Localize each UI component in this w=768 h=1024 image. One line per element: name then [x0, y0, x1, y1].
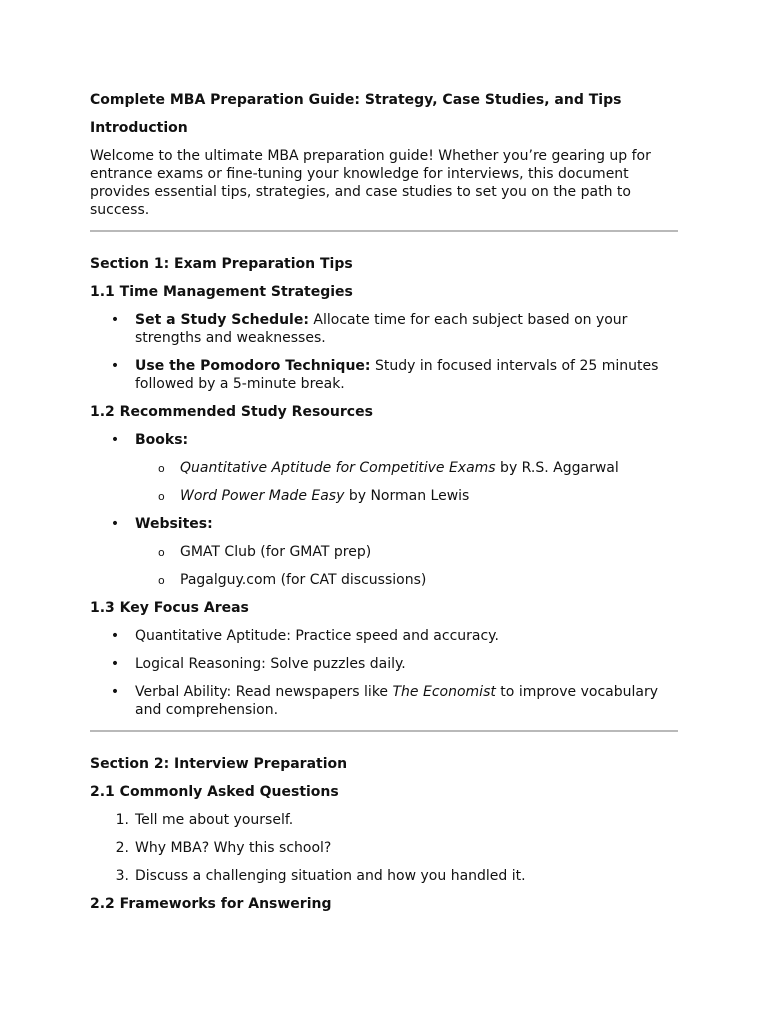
- item-label: Set a Study Schedule:: [135, 312, 309, 328]
- list-item: [90, 655, 678, 673]
- document-title: Complete MBA Preparation Guide: Strategy, Case Studies, and Tips: [90, 92, 622, 108]
- document-body: [90, 91, 678, 923]
- item-text: Allocate time for each subject based on your strengths and weaknesses.: [135, 312, 628, 346]
- item-text: Verbal Ability: Read newspapers like: [135, 684, 393, 700]
- item-text: Quantitative Aptitude: Practice speed and accuracy.: [135, 628, 499, 644]
- item-label: Use the Pomodoro Technique:: [135, 358, 371, 374]
- subsection-2-1-heading: 2.1 Commonly Asked Questions: [90, 784, 339, 800]
- bullet-icon: •: [110, 312, 120, 328]
- item-number: 1.: [115, 812, 129, 828]
- websites-list: [135, 543, 678, 589]
- item-text: Discuss a challenging situation and how you handled it.: [135, 868, 526, 884]
- list-item: [90, 867, 678, 885]
- section-1-heading: Section 1: Exam Preparation Tips: [90, 256, 353, 272]
- bullet-icon: •: [110, 684, 120, 700]
- focus-areas-list: [90, 627, 678, 719]
- horizontal-rule: [90, 730, 678, 732]
- subsection-1-2-heading: 1.2 Recommended Study Resources: [90, 404, 373, 420]
- list-item: [90, 627, 678, 645]
- circle-bullet-icon: o: [158, 462, 165, 475]
- section-2-heading: Section 2: Interview Preparation: [90, 756, 348, 772]
- circle-bullet-icon: o: [158, 546, 165, 559]
- horizontal-rule: [90, 230, 678, 232]
- intro-paragraph: Welcome to the ultimate MBA preparation guide! Whether you’re gearing up for entrance exams or fine-tuning your knowledge for interviews, this document provides essential tips, strategies, and case studies to set you on the path to success.: [90, 148, 651, 218]
- list-item: [90, 839, 678, 857]
- item-text: Study in focused intervals of 25 minutes followed by a 5-minute break.: [135, 358, 659, 392]
- item-text: Tell me about yourself.: [135, 812, 294, 828]
- subsection-2-2-heading: 2.2 Frameworks for Answering: [90, 896, 332, 912]
- website-item: [135, 571, 678, 589]
- item-number: 2.: [115, 840, 129, 856]
- book-author: by R.S. Aggarwal: [495, 460, 619, 476]
- book-title: Word Power Made Easy: [180, 488, 345, 504]
- bullet-icon: •: [110, 516, 120, 532]
- website-item: [135, 543, 678, 561]
- questions-list: [90, 811, 678, 885]
- item-text: Logical Reasoning: Solve puzzles daily.: [135, 656, 406, 672]
- item-emphasis: The Economist: [392, 684, 496, 700]
- book-item: [135, 459, 678, 477]
- list-item: [90, 683, 678, 719]
- books-list: [135, 459, 678, 505]
- list-item: [90, 311, 678, 347]
- list-item: [90, 357, 678, 393]
- time-management-list: [90, 311, 678, 393]
- intro-heading: Introduction: [90, 120, 188, 136]
- bullet-icon: •: [110, 432, 120, 448]
- books-label: Books:: [135, 432, 189, 448]
- book-author: by Norman Lewis: [344, 488, 470, 504]
- book-title: Quantitative Aptitude for Competitive Exams: [180, 460, 496, 476]
- list-item: [90, 811, 678, 829]
- bullet-icon: •: [110, 358, 120, 374]
- website-text: Pagalguy.com (for CAT discussions): [180, 572, 427, 588]
- list-item-books: [90, 431, 678, 505]
- subsection-1-1-heading: 1.1 Time Management Strategies: [90, 284, 353, 300]
- circle-bullet-icon: o: [158, 574, 165, 587]
- bullet-icon: •: [110, 628, 120, 644]
- resources-list: [90, 431, 678, 589]
- subsection-1-3-heading: 1.3 Key Focus Areas: [90, 600, 249, 616]
- circle-bullet-icon: o: [158, 490, 165, 503]
- item-text: to improve vocabulary and comprehension.: [135, 684, 658, 718]
- item-text: Why MBA? Why this school?: [135, 840, 332, 856]
- book-item: [135, 487, 678, 505]
- item-number: 3.: [115, 868, 129, 884]
- bullet-icon: •: [110, 656, 120, 672]
- website-text: GMAT Club (for GMAT prep): [180, 544, 372, 560]
- websites-label: Websites:: [135, 516, 213, 532]
- list-item-websites: [90, 515, 678, 589]
